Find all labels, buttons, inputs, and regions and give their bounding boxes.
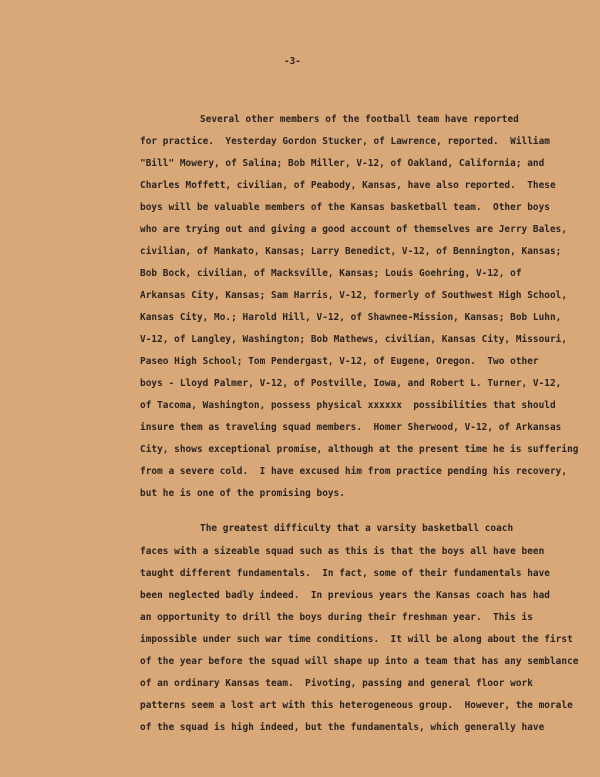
text-line: taught different fundamentals. In fact, some of their fundamentals have (140, 568, 550, 579)
text-line: Charles Moffett, civilian, of Peabody, Kansas, have also reported. These (140, 180, 556, 191)
text-line: for practice. Yesterday Gordon Stucker, of Lawrence, reported. William (140, 136, 550, 147)
text-line: who are trying out and giving a good account of themselves are Jerry Bales, (140, 224, 568, 235)
text-line: faces with a sizeable squad such as this is that the boys all have been (140, 546, 545, 557)
page-number: -3- (284, 56, 301, 67)
text-line: patterns seem a lost art with this heterogeneous group. However, the morale (140, 700, 573, 711)
text-line: boys will be valuable members of the Kansas basketball team. Other boys (140, 202, 550, 213)
text-line: The greatest difficulty that a varsity basketball coach (200, 523, 514, 534)
text-line: V-12, of Langley, Washington; Bob Mathews, civilian, Kansas City, Missouri, (140, 334, 568, 345)
text-line: Bob Bock, civilian, of Macksville, Kansas; Louis Goehring, V-12, of (140, 268, 522, 279)
text-line: of the year before the squad will shape up into a team that has any semblance (140, 656, 579, 667)
text-line: "Bill" Mowery, of Salina; Bob Miller, V-12, of Oakland, California; and (140, 158, 545, 169)
text-line: Several other members of the football team have reported (200, 114, 519, 125)
text-line: but he is one of the promising boys. (140, 488, 345, 499)
text-line: of the squad is high indeed, but the fundamentals, which generally have (140, 722, 545, 733)
text-line: boys - Lloyd Palmer, V-12, of Postville, Iowa, and Robert L. Turner, V-12, (140, 378, 562, 389)
text-line: of an ordinary Kansas team. Pivoting, passing and general floor work (140, 678, 533, 689)
text-line: impossible under such war time conditions. It will be along about the first (140, 634, 573, 645)
text-line: Kansas City, Mo.; Harold Hill, V-12, of Shawnee-Mission, Kansas; Bob Luhn, (140, 312, 562, 323)
text-line: an opportunity to drill the boys during their freshman year. This is (140, 612, 533, 623)
text-line: insure them as traveling squad members. Homer Sherwood, V-12, of Arkansas (140, 422, 562, 433)
text-line: been neglected badly indeed. In previous years the Kansas coach has had (140, 590, 550, 601)
text-line: Arkansas City, Kansas; Sam Harris, V-12, formerly of Southwest High School, (140, 290, 568, 301)
text-line: Paseo High School; Tom Pendergast, V-12, of Eugene, Oregon. Two other (140, 356, 539, 367)
text-line: civilian, of Mankato, Kansas; Larry Benedict, V-12, of Bennington, Kansas; (140, 246, 562, 257)
text-line: of Tacoma, Washington, possess physical xxxxxx possibilities that should (140, 400, 556, 411)
text-line: from a severe cold. I have excused him from practice pending his recovery, (140, 466, 568, 477)
text-line: City, shows exceptional promise, although at the present time he is suffering (140, 444, 579, 455)
